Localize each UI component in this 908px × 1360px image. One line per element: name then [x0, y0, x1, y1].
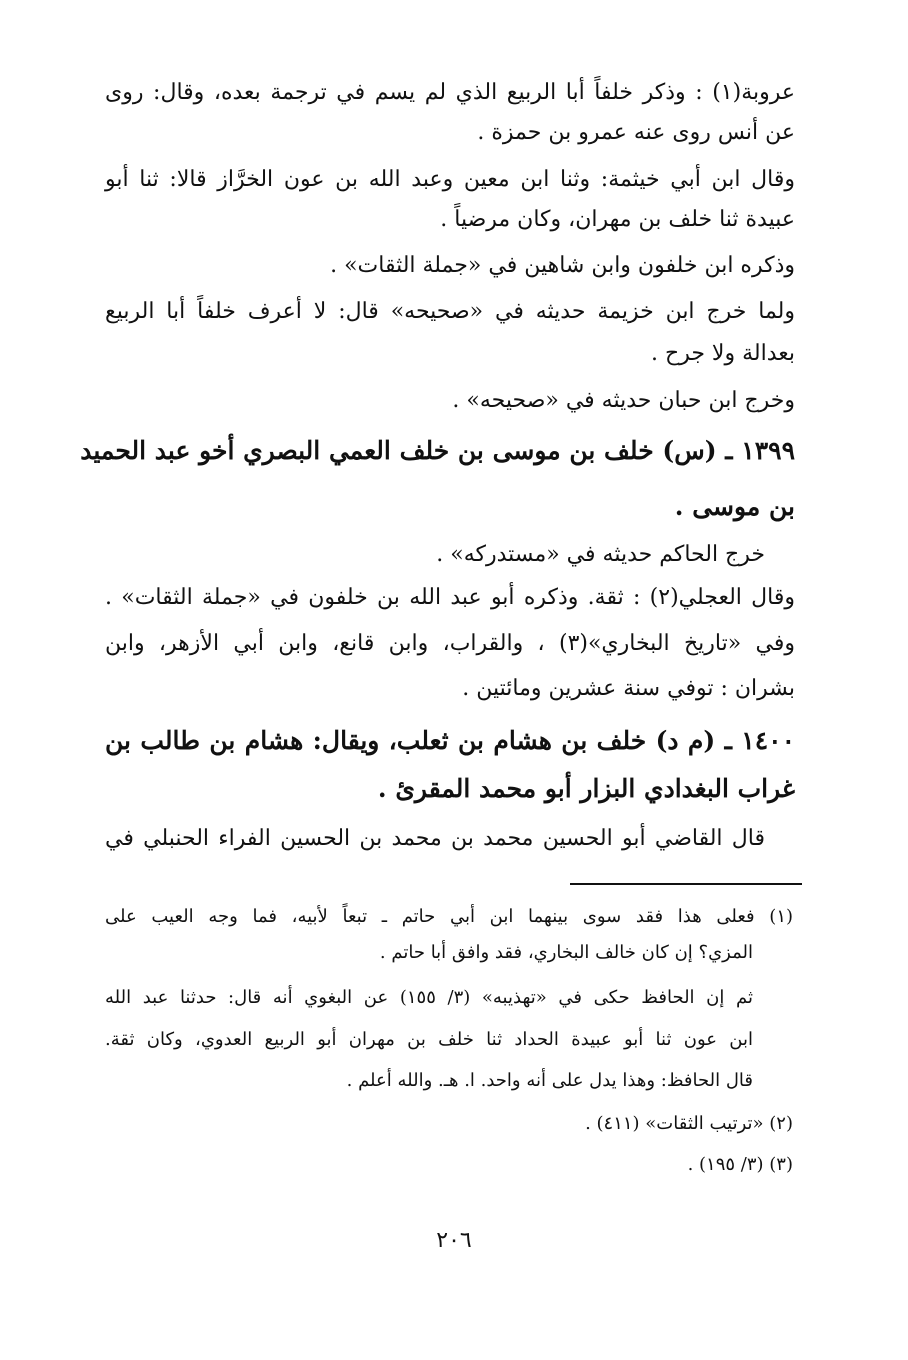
body-line: وذكره ابن خلفون وابن شاهين في «جملة الثقات» . [330, 253, 795, 278]
body-line: وقال ابن أبي خيثمة: وثنا ابن معين وعبد الله بن عون الخرَّاز قالا: ثنا أبو [105, 167, 795, 192]
footnote-2: (٢) «ترتيب الثقات» (٤١١) . [585, 1113, 793, 1134]
body-line: عروبة(١) : وذكر خلفاً أبا الربيع الذي لم يسم في ترجمة بعده، وقال: روى [105, 80, 795, 105]
body-line: عبيدة ثنا خلف بن مهران، وكان مرضياً . [440, 207, 795, 232]
footnote-3: (٣) (٣/ ١٩٥) . [687, 1154, 793, 1175]
body-line: بعدالة ولا جرح . [651, 341, 795, 366]
footnote-line: قال الحافظ: وهذا يدل على أنه واحد. ا. هـ. والله أعلم . [346, 1070, 753, 1091]
body-line: وقال العجلي(٢) : ثقة. وذكره أبو عبد الله بن خلفون في «جملة الثقات» . [105, 585, 795, 610]
body-line: خرج الحاكم حديثه في «مستدركه» . [436, 542, 765, 567]
footnote-line: المزي؟ إن كان خالف البخاري، فقد وافق أبا حاتم . [379, 942, 753, 963]
footnote-line: ثم إن الحافظ حكى في «تهذيبه» (٣/ ١٥٥) عن البغوي أنه قال: حدثنا عبد الله [105, 987, 753, 1008]
footnote-separator [570, 883, 802, 885]
body-line: ولما خرج ابن خزيمة حديثه في «صحيحه» قال: لا أعرف خلفاً أبا الربيع [105, 299, 795, 324]
entry-heading-1400: ١٤٠٠ ـ (م د) خلف بن هشام بن ثعلب، ويقال: هشام بن طالب بن [105, 726, 795, 755]
footnote-1: (١) فعلى هذا فقد سوى بينهما ابن أبي حاتم ـ تبعاً لأبيه، فما وجه العيب على [105, 906, 794, 927]
entry-heading-1400-cont: غراب البغدادي البزار أبو محمد المقرئ . [377, 774, 795, 803]
body-line: عن أنس روى عنه عمرو بن حمزة . [477, 120, 795, 145]
entry-heading-1399: ١٣٩٩ ـ (س) خلف بن موسى بن خلف العمي البصري أخو عبد الحميد [80, 436, 795, 465]
body-line: وخرج ابن حبان حديثه في «صحيحه» . [452, 388, 795, 413]
body-line: قال القاضي أبو الحسين محمد بن محمد بن الحسين الفراء الحنبلي في [105, 826, 765, 851]
page-number: ٢٠٦ [436, 1228, 472, 1253]
body-line: بشران : توفي سنة عشرين ومائتين . [462, 676, 795, 701]
footnote-line: ابن عون ثنا أبو عبيدة الحداد ثنا خلف بن مهران أبو الربيع العدوي، وكان ثقة. [105, 1029, 753, 1050]
entry-heading-1399-cont: بن موسى . [674, 492, 795, 521]
body-line: وفي «تاريخ البخاري»(٣) ، والقراب، وابن قانع، وابن أبي الأزهر، وابن [105, 631, 795, 656]
